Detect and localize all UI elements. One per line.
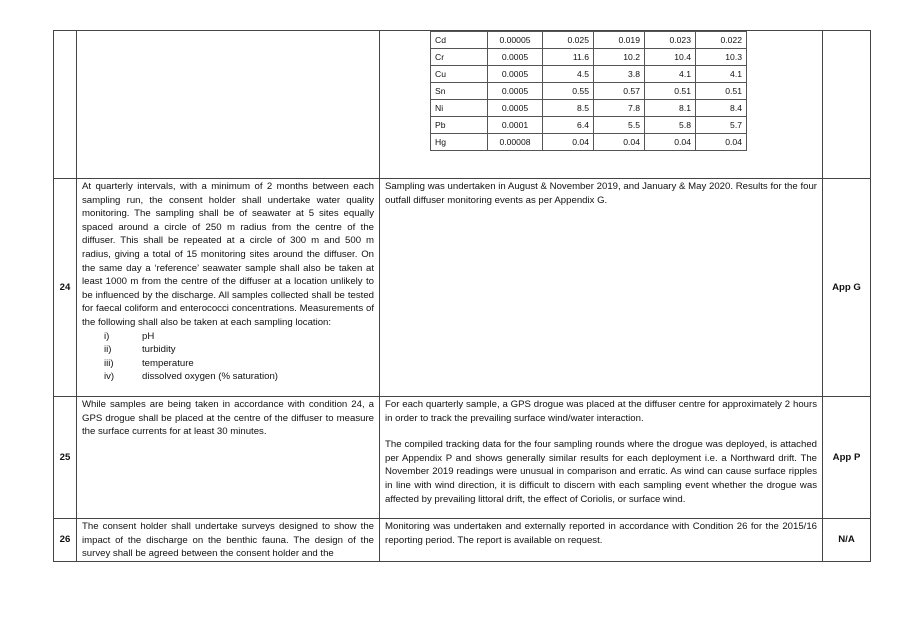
table-cell: Pb — [431, 117, 488, 134]
table-cell: 10.3 — [696, 49, 747, 66]
condition-paragraph: The consent holder shall undertake surveys designed to show the impact of the discharge on the benthic fauna. The design of the survey shall be agreed between the consent holder and the — [82, 521, 374, 560]
table-row — [431, 32, 747, 49]
list-item: iii) temperature — [104, 357, 194, 369]
list-item: iv) dissolved oxygen (% saturation) — [104, 371, 278, 383]
table-cell: 0.55 — [543, 83, 594, 100]
table-cell: 4.1 — [645, 66, 696, 83]
table-cell: 0.04 — [696, 134, 747, 151]
reference-label: App P — [823, 397, 871, 519]
table-cell: 8.1 — [645, 100, 696, 117]
table-cell: 0.51 — [696, 83, 747, 100]
table-cell: Ni — [431, 100, 488, 117]
table-cell: 8.5 — [543, 100, 594, 117]
reference-label: App G — [823, 179, 871, 397]
table-cell: 5.5 — [594, 117, 645, 134]
compliance-cell — [380, 31, 823, 179]
table-cell: 0.0005 — [488, 100, 543, 117]
table-cell: 5.7 — [696, 117, 747, 134]
table-cell: 6.4 — [543, 117, 594, 134]
list-item: ii) turbidity — [104, 344, 176, 356]
condition-number: 25 — [54, 397, 77, 519]
compliance-paragraph: For each quarterly sample, a GPS drogue was placed at the diffuser centre for approximately 2 hours in order to track the prevailing surface wind/water interaction. — [385, 399, 817, 424]
compliance-paragraph: Sampling was undertaken in August & November 2019, and January & May 2020. Results for the four outfall diffuser monitoring events as per Appendix G. — [385, 181, 817, 206]
condition-number: 24 — [54, 179, 77, 397]
table-row — [431, 134, 747, 151]
table-cell: 10.2 — [594, 49, 645, 66]
number-cell — [54, 31, 77, 179]
table-cell: Hg — [431, 134, 488, 151]
table-row — [54, 519, 871, 562]
table-cell: 10.4 — [645, 49, 696, 66]
table-cell: 0.57 — [594, 83, 645, 100]
table-row — [431, 83, 747, 100]
compliance-text — [380, 397, 823, 519]
table-cell: 0.025 — [543, 32, 594, 49]
table-cell: Cu — [431, 66, 488, 83]
table-row — [54, 179, 871, 397]
table-cell: 0.023 — [645, 32, 696, 49]
condition-paragraph: While samples are being taken in accordance with condition 24, a GPS drogue shall be placed at the centre of the diffuser to measure the surface currents for at least 30 minutes. — [82, 399, 374, 438]
list-item: i) pH — [104, 330, 155, 342]
table-cell: 11.6 — [543, 49, 594, 66]
table-cell: 0.0005 — [488, 49, 543, 66]
table-cell: Sn — [431, 83, 488, 100]
table-cell: 0.0005 — [488, 66, 543, 83]
table-cell: Cd — [431, 32, 488, 49]
table-row — [431, 49, 747, 66]
condition-paragraph: At quarterly intervals, with a minimum of 2 months between each sampling run, the consent holder shall undertake water quality monitoring. The sampling shall be of seawater at 5 sites equally spaced around a circle of 250 m radius from the centre of the diffuser. This shall be repeated at a circle of 300 m and 500 m radius, giving a total of 15 monitoring sites around the diffuser. On the same day a ‘reference’ seawater sample shall also be taken at least 1000 m from the centre of the diffuser at a location unlikely to be influenced by the discharge. All samples collected shall be tested for faecal coliform and enterococci concentrations. Measurements of the following shall also be taken at each sampling location: — [82, 181, 374, 328]
table-cell: 4.1 — [696, 66, 747, 83]
compliance-table — [53, 30, 871, 562]
table-cell: 0.0001 — [488, 117, 543, 134]
table-cell: 0.51 — [645, 83, 696, 100]
condition-text — [77, 519, 380, 562]
table-row — [54, 397, 871, 519]
table-cell: 7.8 — [594, 100, 645, 117]
table-cell: Cr — [431, 49, 488, 66]
table-cell: 5.8 — [645, 117, 696, 134]
table-row — [54, 31, 871, 179]
condition-text — [77, 397, 380, 519]
table-cell: 0.019 — [594, 32, 645, 49]
condition-text — [77, 179, 380, 397]
compliance-text — [380, 179, 823, 397]
table-cell: 0.04 — [645, 134, 696, 151]
reference-cell — [823, 31, 871, 179]
table-cell: 8.4 — [696, 100, 747, 117]
compliance-text — [380, 519, 823, 562]
compliance-paragraph: The compiled tracking data for the four sampling rounds where the drogue was deployed, is attached per Appendix P and shows generally similar results for each deployment i.e. a Northward drift. The November 2019 readings were unusual in comparison and erratic. As wind can cause surface ripples in line with wind direction, it is difficult to discern with each sampling event whether the drogue was affected by prevailing littoral drift, the effect of Coriolis, or surface wind. — [385, 439, 817, 505]
table-cell: 0.04 — [594, 134, 645, 151]
table-row — [431, 66, 747, 83]
table-cell: 0.022 — [696, 32, 747, 49]
table-cell: 3.8 — [594, 66, 645, 83]
metals-results-table — [430, 31, 747, 151]
condition-number: 26 — [54, 519, 77, 562]
table-cell: 0.04 — [543, 134, 594, 151]
condition-cell — [77, 31, 380, 179]
table-cell: 4.5 — [543, 66, 594, 83]
reference-label: N/A — [823, 519, 871, 562]
table-row — [431, 117, 747, 134]
table-row — [431, 100, 747, 117]
table-cell: 0.0005 — [488, 83, 543, 100]
table-cell: 0.00005 — [488, 32, 543, 49]
compliance-paragraph: Monitoring was undertaken and externally reported in accordance with Condition 26 for the 2015/16 reporting period. The report is available on request. — [385, 521, 817, 546]
table-cell: 0.00008 — [488, 134, 543, 151]
